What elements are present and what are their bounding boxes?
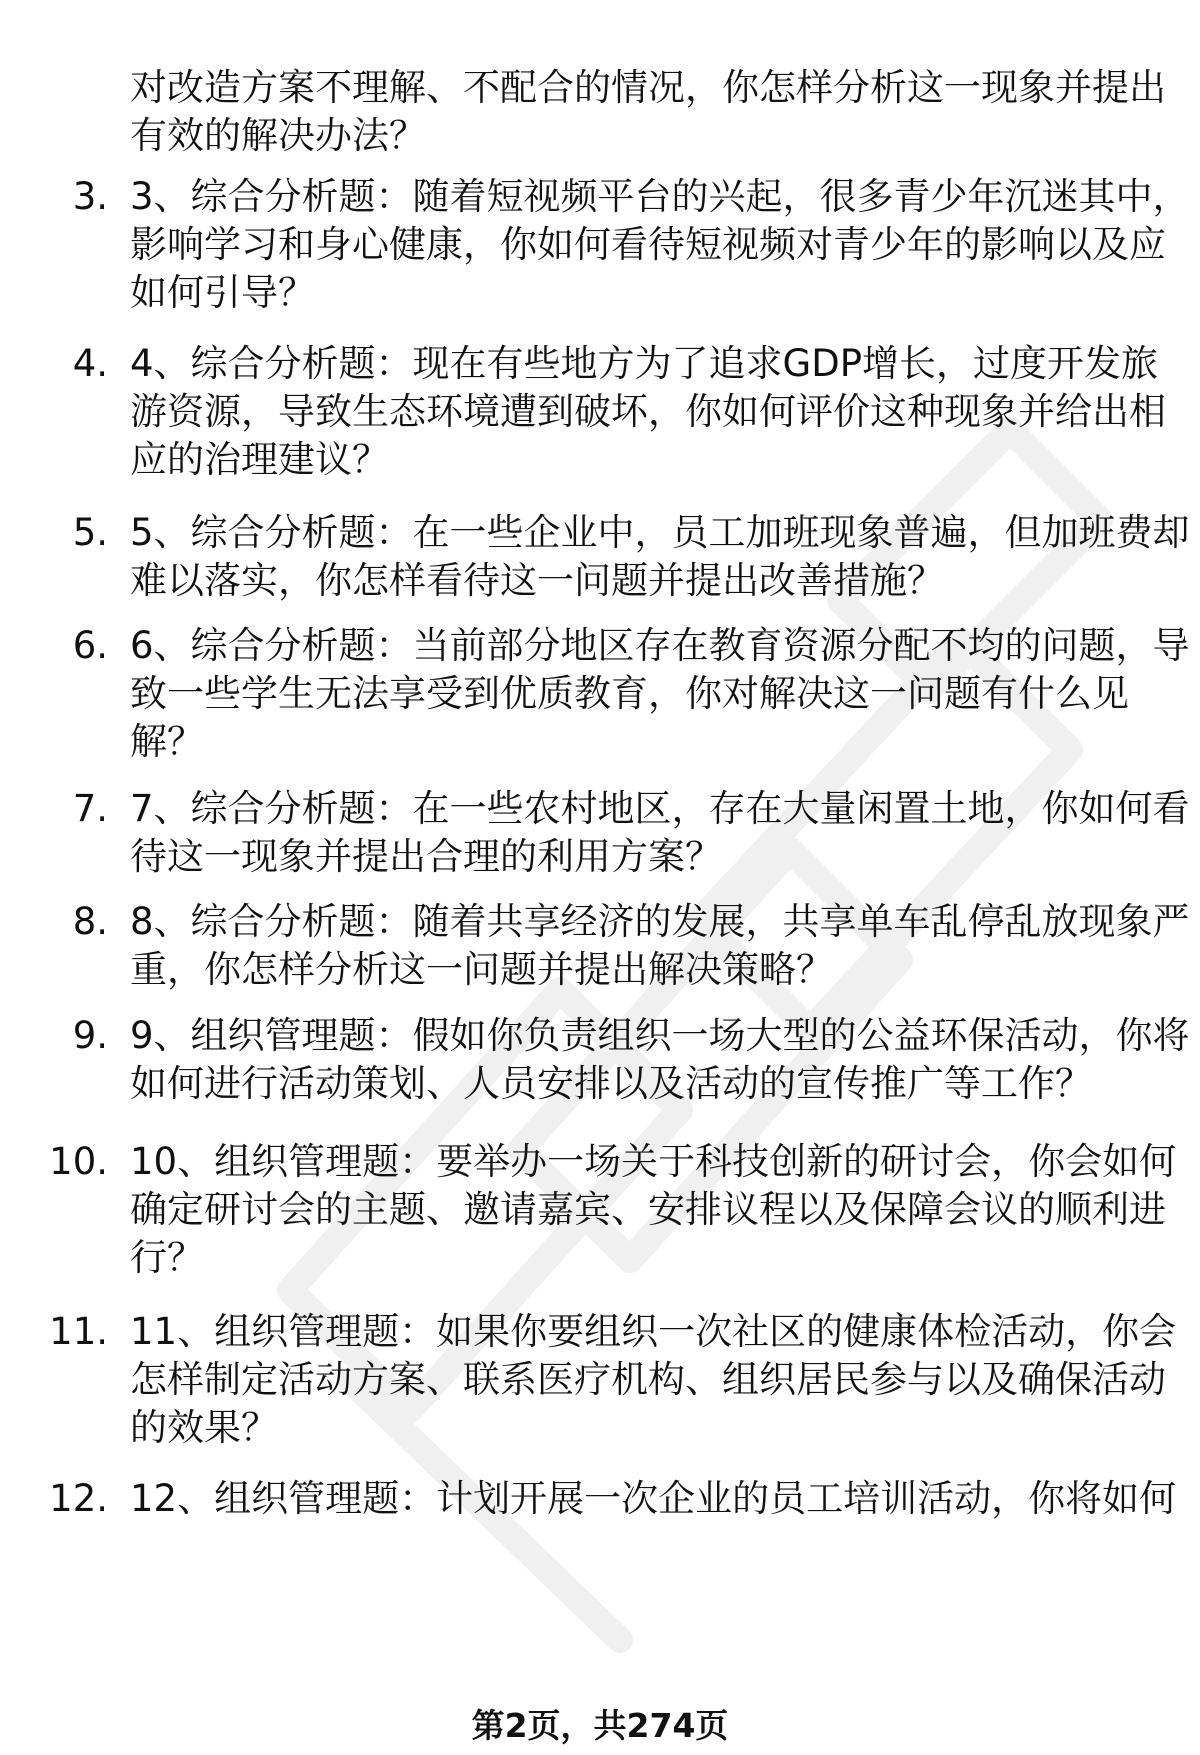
- question-text-line: 5、综合分析题：在一些企业中，员工加班现象普遍，但加班费却: [130, 511, 1190, 554]
- question-text-line: 10、组织管理题：要举办一场关于科技创新的研讨会，你会如何: [130, 1140, 1177, 1183]
- list-item-number: 8.: [72, 900, 108, 943]
- question-text-line: 如何引导？: [130, 271, 315, 314]
- list-item-number: 5.: [72, 511, 108, 554]
- question-text-line: 确定研讨会的主题、邀请嘉宾、安排议程以及保障会议的顺利进: [130, 1188, 1166, 1231]
- list-item-number: 3.: [72, 175, 108, 218]
- question-text-line: 怎样制定活动方案、联系医疗机构、组织居民参与以及确保活动: [130, 1358, 1166, 1401]
- question-text-line: 影响学习和身心健康，你如何看待短视频对青少年的影响以及应: [130, 223, 1166, 266]
- question-text-line: 待这一现象并提出合理的利用方案？: [130, 835, 722, 878]
- question-text-line: 游资源，导致生态环境遭到破坏，你如何评价这种现象并给出相: [130, 390, 1166, 433]
- list-item-number: 10.: [49, 1140, 108, 1183]
- question-text-line: 4、综合分析题：现在有些地方为了追求GDP增长，过度开发旅: [130, 342, 1159, 385]
- question-text-line: 12、组织管理题：计划开展一次企业的员工培训活动，你将如何: [130, 1477, 1177, 1520]
- question-text-line: 难以落实，你怎样看待这一问题并提出改善措施？: [130, 559, 944, 602]
- question-text-line: 重，你怎样分析这一问题并提出解决策略？: [130, 948, 833, 991]
- question-text-line: 9、组织管理题：假如你负责组织一场大型的公益环保活动，你将: [130, 1014, 1190, 1057]
- question-text-line: 如何进行活动策划、人员安排以及活动的宣传推广等工作？: [130, 1062, 1092, 1105]
- question-text-line: 的效果？: [130, 1406, 278, 1449]
- list-item-number: 11.: [49, 1310, 108, 1353]
- question-text-line: 致一些学生无法享受到优质教育，你对解决这一问题有什么见: [130, 672, 1129, 715]
- list-item-number: 9.: [72, 1014, 108, 1057]
- question-text-line: 3、综合分析题：随着短视频平台的兴起，很多青少年沉迷其中，: [130, 175, 1190, 218]
- question-text-line: 6、综合分析题：当前部分地区存在教育资源分配不均的问题，导: [130, 624, 1190, 667]
- question-text-line: 7、综合分析题：在一些农村地区，存在大量闲置土地，你如何看: [130, 787, 1190, 830]
- list-item-number: 4.: [72, 342, 108, 385]
- question-text-line: 解？: [130, 720, 204, 763]
- question-text-line: 应的治理建议？: [130, 438, 389, 481]
- continuation-text-line: 有效的解决办法？: [130, 114, 426, 157]
- question-text-line: 11、组织管理题：如果你要组织一次社区的健康体检活动，你会: [130, 1310, 1177, 1353]
- question-text-line: 8、综合分析题：随着共享经济的发展，共享单车乱停乱放现象严: [130, 900, 1190, 943]
- question-text-line: 行？: [130, 1236, 204, 1279]
- list-item-number: 6.: [72, 624, 108, 667]
- list-item-number: 7.: [72, 787, 108, 830]
- list-item-number: 12.: [49, 1477, 108, 1520]
- page-footer: 第2页，共274页: [471, 1706, 729, 1745]
- continuation-text-line: 对改造方案不理解、不配合的情况，你怎样分析这一现象并提出: [130, 66, 1166, 109]
